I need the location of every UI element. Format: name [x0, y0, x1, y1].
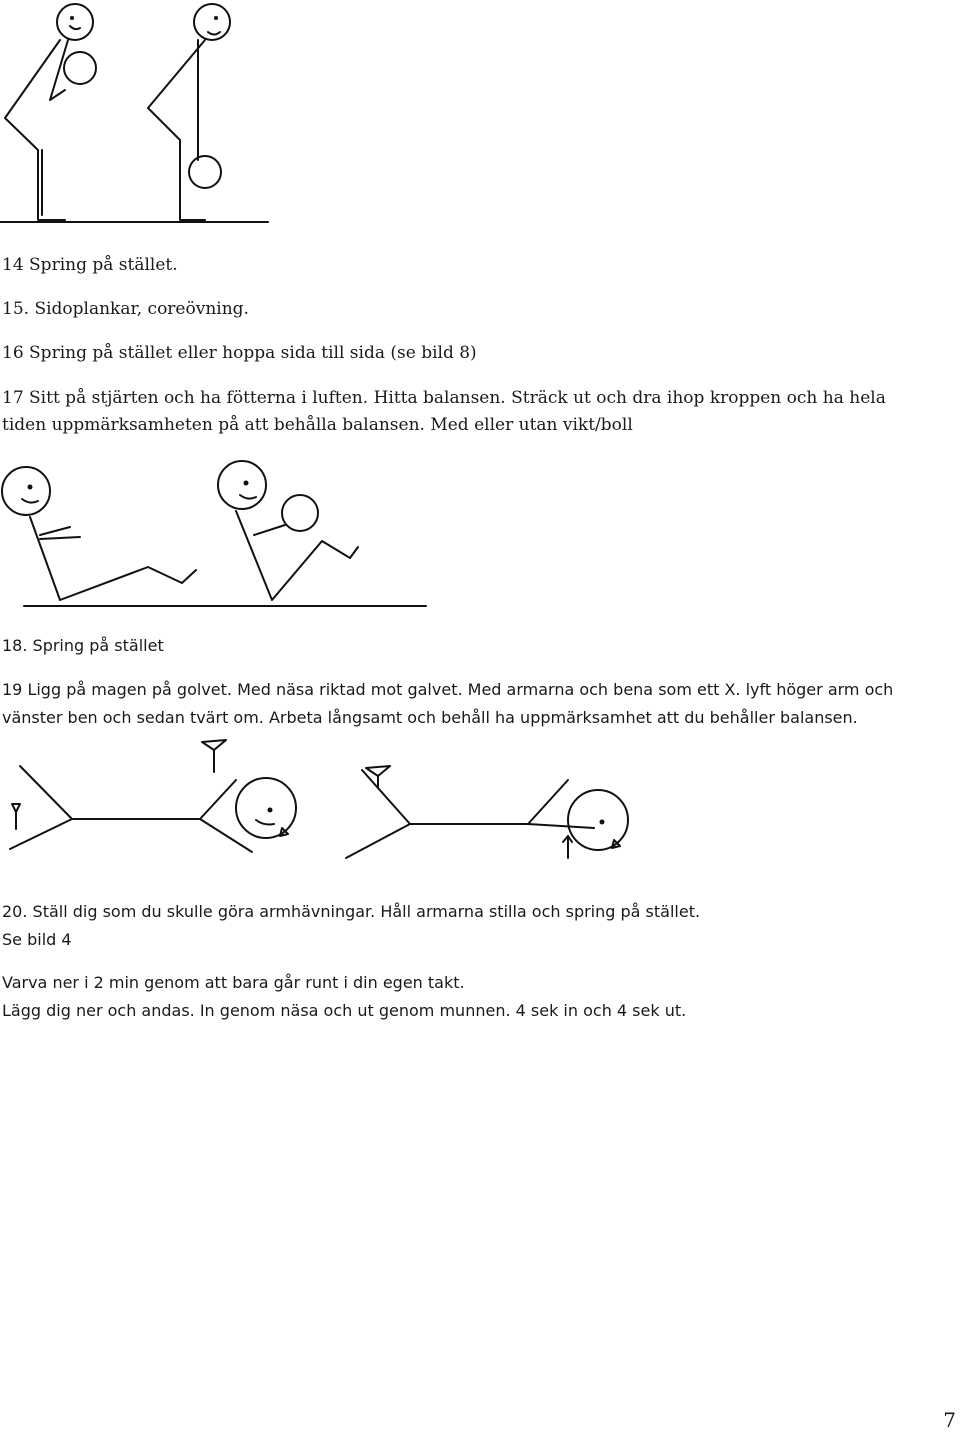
instruction-16: 16 Spring på stället eller hoppa sida till sida (se bild 8) [2, 343, 477, 363]
instruction-14: 14 Spring på stället. [2, 255, 178, 275]
figure-standing-ball [0, 0, 280, 230]
cooldown-walk: Varva ner i 2 min genom att bara går runt i din egen takt. [2, 973, 465, 992]
instruction-17: 17 Sitt på stjärten och ha fötterna i luften. Hitta balansen. Sträck ut och dra ihop kroppen och ha hela tiden uppmärksamheten på att behålla balansen. Med eller utan vikt/boll [2, 388, 886, 435]
figure-prone-x [0, 724, 660, 874]
figure-seated-balance [0, 455, 440, 615]
instruction-18: 18. Spring på stället [2, 636, 164, 655]
instruction-20-ref: Se bild 4 [2, 930, 72, 949]
page-number: 7 [943, 1408, 956, 1432]
instruction-19: 19 Ligg på magen på golvet. Med näsa riktad mot galvet. Med armarna och bena som ett X. lyft höger arm och vänster ben och sedan tvärt om. Arbeta långsamt och behåll ha uppmärksamhet att du behåller balansen. [2, 680, 894, 727]
instruction-20: 20. Ställ dig som du skulle göra armhävningar. Håll armarna stilla och spring på stället. [2, 902, 701, 921]
cooldown-breathe: Lägg dig ner och andas. In genom näsa och ut genom munnen. 4 sek in och 4 sek ut. [2, 1001, 687, 1020]
instruction-15: 15. Sidoplankar, coreövning. [2, 299, 249, 319]
